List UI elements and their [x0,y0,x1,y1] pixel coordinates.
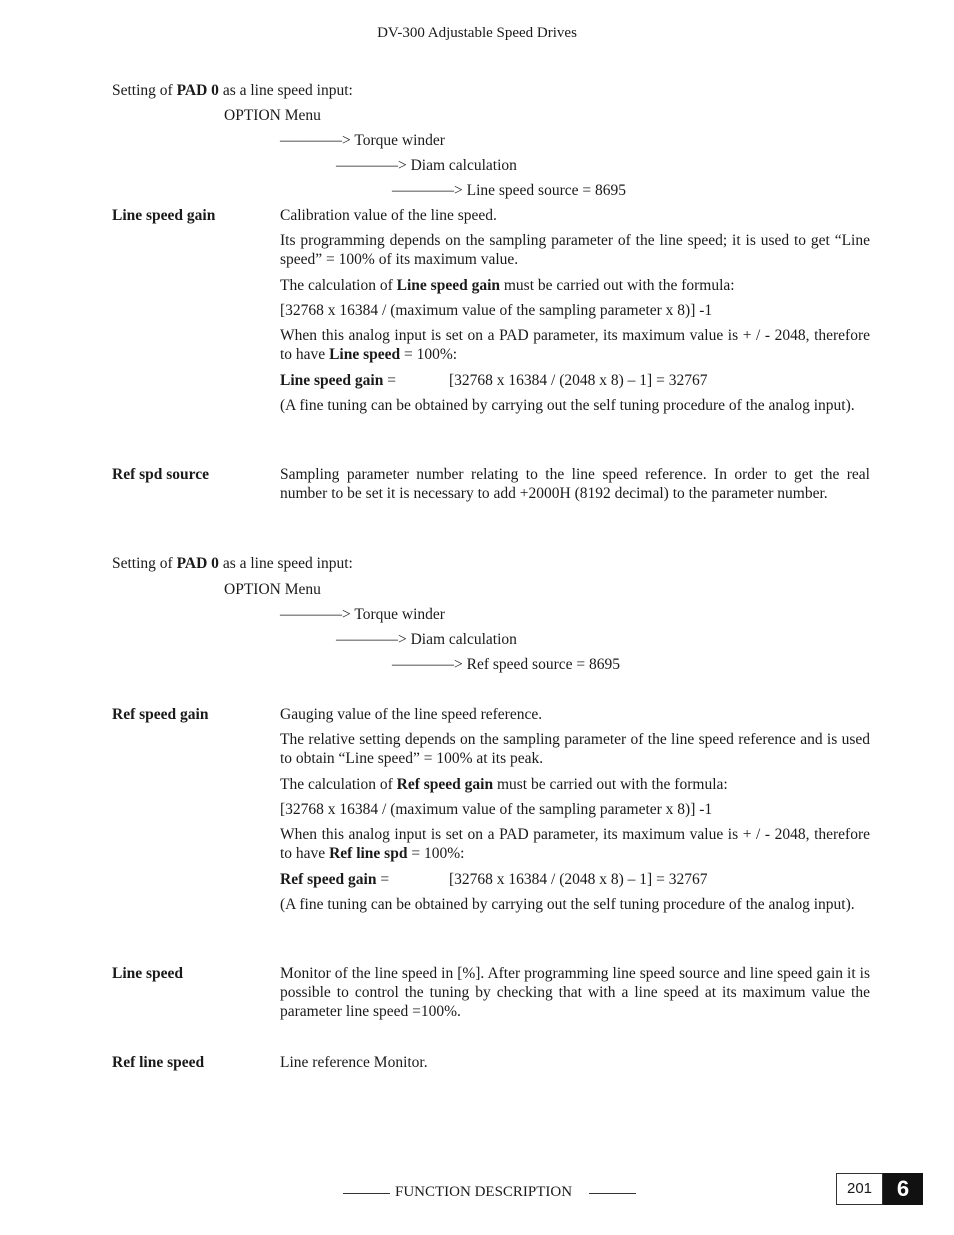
section1-step3: ————> Line speed source = 8695 [392,182,627,199]
ref-speed-gain-formula-value: [32768 x 16384 / (2048 x 8) – 1] = 32767 [449,871,708,888]
ref-speed-gain-p5: When this analog input is set on a PAD parameter, its maximum value is + / - 2048, therefore to have Ref line spd = 100%: [280,826,870,862]
ref-speed-gain-formula-lhs: Ref speed gain = [280,871,390,888]
ref-speed-gain-p3: The calculation of Ref speed gain must be carried out with the formula: [280,776,728,793]
section1-menu: OPTION Menu [224,107,321,124]
line-speed-label: Line speed [112,965,184,982]
section2-step3: ————> Ref speed source = 8695 [392,656,620,673]
line-speed-gain-label: Line speed gain [112,207,216,224]
section1-step2: ————> Diam calculation [336,157,517,174]
ref-speed-gain-note: (A fine tuning can be obtained by carrying out the self tuning procedure of the analog input). [280,896,855,913]
line-speed-gain-note: (A fine tuning can be obtained by carrying out the self tuning procedure of the analog input). [280,397,855,414]
ref-line-speed-desc: Line reference Monitor. [280,1054,428,1071]
ref-speed-gain-p2: The relative setting depends on the sampling parameter of the line speed reference and is used to obtain “Line speed” = 100% at its peak. [280,731,870,767]
page-header: DV-300 Adjustable Speed Drives [377,25,577,41]
section1-step1: ————> Torque winder [280,132,445,149]
footer-title: FUNCTION DESCRIPTION [395,1184,573,1200]
footer-rule-left [343,1193,390,1194]
section2-menu: OPTION Menu [224,581,321,598]
line-speed-gain-desc: Calibration value of the line speed. [280,207,497,224]
ref-spd-source-label: Ref spd source [112,466,210,483]
section2-intro: Setting of PAD 0 as a line speed input: [112,555,353,572]
section1-intro: Setting of PAD 0 as a line speed input: [112,82,353,99]
ref-spd-source-desc: Sampling parameter number relating to the line speed reference. In order to get the real number to be set it is necessary to add +2000H (8192 decimal) to the parameter number. [280,466,870,502]
ref-speed-gain-formula-general: [32768 x 16384 / (maximum value of the sampling parameter x 8)] -1 [280,801,713,818]
ref-line-speed-label: Ref line speed [112,1054,205,1071]
line-speed-gain-formula-lhs: Line speed gain = [280,372,396,389]
line-speed-gain-p2: Its programming depends on the sampling parameter of the line speed; it is used to get “Line speed” = 100% of its maximum value. [280,232,870,268]
line-speed-gain-p3: The calculation of Line speed gain must be carried out with the formula: [280,277,735,294]
line-speed-gain-formula-value: [32768 x 16384 / (2048 x 8) – 1] = 32767 [449,372,708,389]
section2-step2: ————> Diam calculation [336,631,517,648]
section2-step1: ————> Torque winder [280,606,445,623]
chapter-tab: 6 [883,1173,923,1205]
page-number: 201 [836,1173,883,1205]
ref-speed-gain-desc: Gauging value of the line speed reference. [280,706,543,723]
line-speed-gain-p5: When this analog input is set on a PAD parameter, its maximum value is + / - 2048, therefore to have Line speed = 100%: [280,327,870,363]
footer-rule-right [589,1193,636,1194]
line-speed-desc: Monitor of the line speed in [%]. After programming line speed source and line speed gain it is possible to control the tuning by checking that with a line speed at its maximum value the parameter line speed =100%. [280,965,870,1020]
line-speed-gain-formula-general: [32768 x 16384 / (maximum value of the sampling parameter x 8)] -1 [280,302,713,319]
ref-speed-gain-label: Ref speed gain [112,706,209,723]
